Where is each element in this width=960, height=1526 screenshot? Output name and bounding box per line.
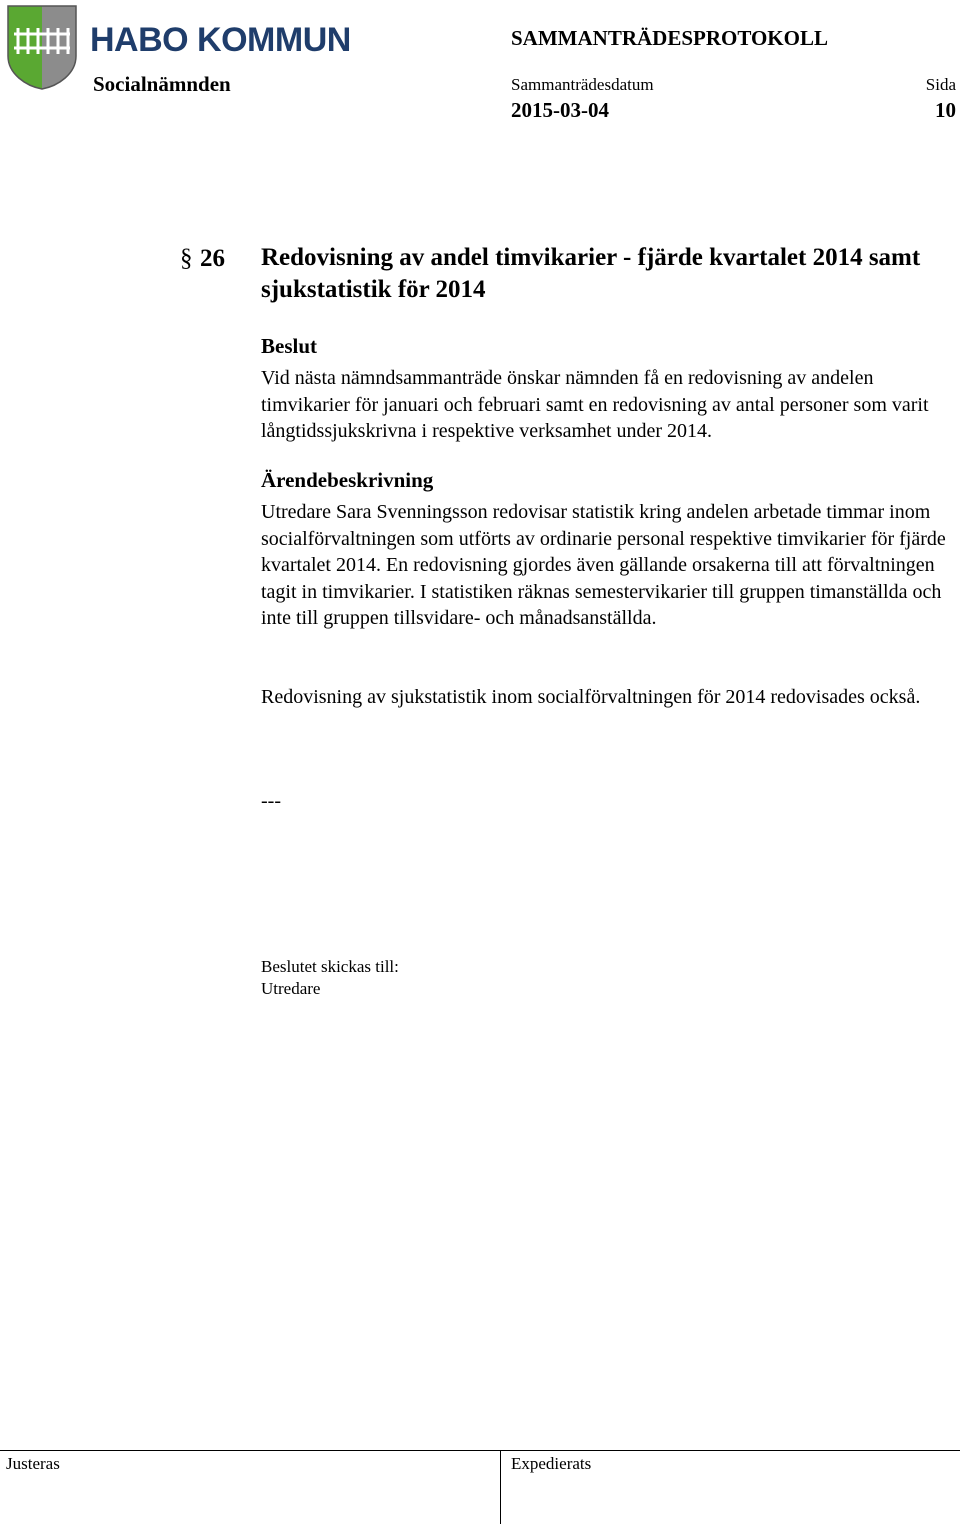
section-title: Redovisning av andel timvikarier - fjärde kvartalet 2014 samt sjukstatistik för 2014 — [261, 244, 921, 303]
meeting-date-label: Sammanträdesdatum — [511, 75, 654, 94]
distribution-label: Beslutet skickas till: — [261, 957, 399, 976]
page-number: 10 — [935, 98, 956, 122]
footer-divider — [500, 1450, 501, 1524]
case-description-heading: Ärendebeskrivning — [261, 468, 434, 492]
municipality-logo-text: HABO KOMMUN — [90, 21, 351, 59]
section-separator: --- — [261, 790, 281, 812]
municipality-shield-icon — [6, 4, 78, 90]
decision-heading: Beslut — [261, 334, 318, 358]
justeras-label: Justeras — [6, 1454, 60, 1473]
case-description-text: Utredare Sara Svenningsson redovisar statistik kring andelen arbetade timmar inom socialförvaltningen som utförts av ordinarie personal respektive timvikarier för fjärde kvartalet 2014. En redovisning gjordes även gällande orsakerna till att förvaltningen tagit in timvikarier. I statistiken räknas semestervikarier till gruppen timanställda och inte till gruppen tillsvidare- och månadsanställda. — [261, 501, 946, 629]
expedierats-label: Expedierats — [511, 1454, 592, 1473]
meeting-date: 2015-03-04 — [511, 98, 609, 122]
organization-name: Socialnämnden — [93, 72, 231, 96]
paragraph-sign: § — [180, 245, 193, 272]
footer-rule — [0, 1450, 960, 1451]
page-label: Sida — [925, 75, 956, 94]
distribution-recipient: Utredare — [261, 979, 321, 998]
document-type: SAMMANTRÄDESPROTOKOLL — [511, 26, 828, 50]
sick-statistics-text: Redovisning av sjukstatistik inom socialförvaltningen för 2014 redovisades också. — [261, 686, 921, 708]
paragraph-number: 26 — [200, 245, 225, 272]
decision-text: Vid nästa nämndsammanträde önskar nämnden få en redovisning av andelen timvikarier för januari och februari samt en redovisning av antal personer som varit långtidssjukskrivna i respektive verksamhet under 2014. — [261, 367, 929, 442]
